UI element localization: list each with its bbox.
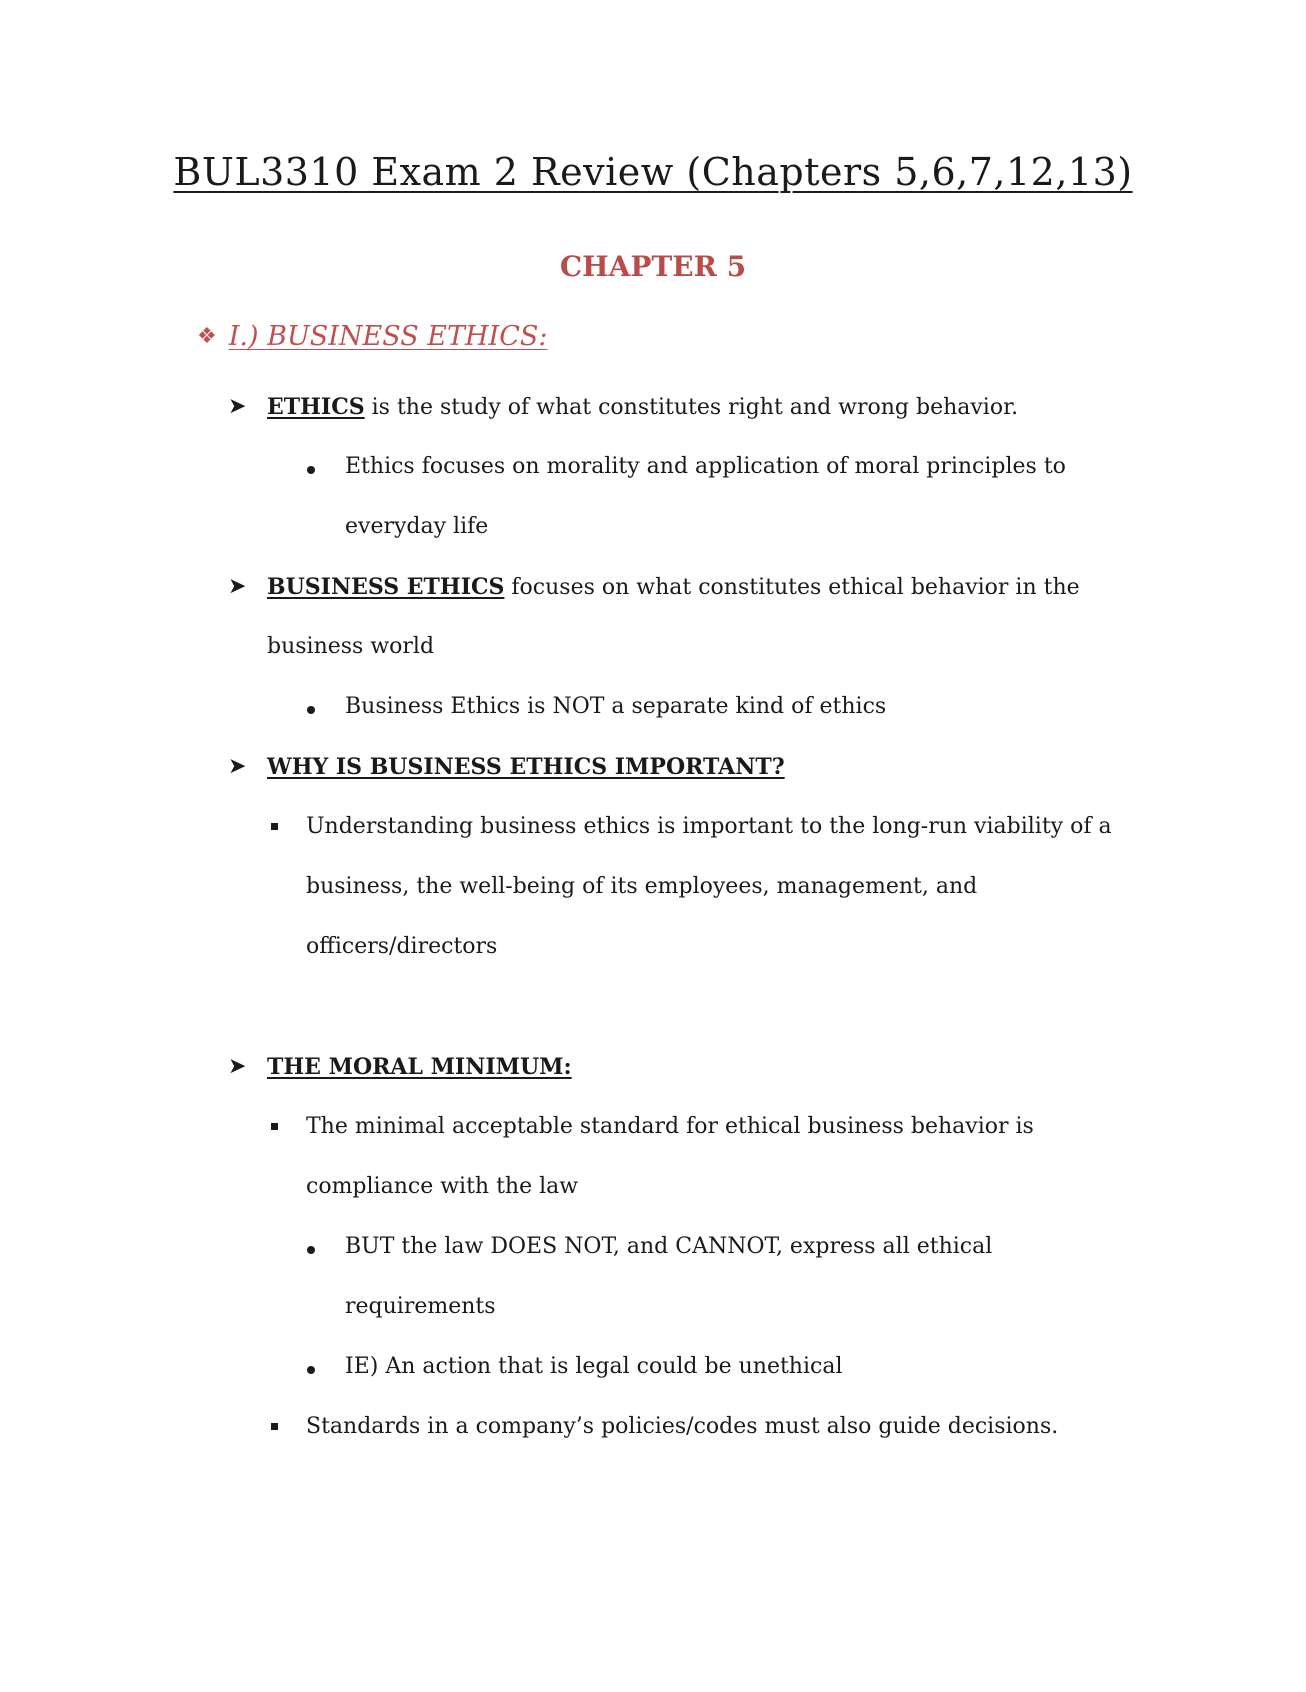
document-title: BUL3310 Exam 2 Review (Chapters 5,6,7,12,13) bbox=[173, 150, 1133, 194]
square-bullet-icon bbox=[271, 1423, 278, 1430]
ethics-definition-text: is the study of what constitutes right and wrong behavior. bbox=[364, 395, 1019, 420]
moral-minimum-sub-line-1: The minimal acceptable standard for ethical business behavior is bbox=[306, 1114, 1034, 1139]
section-label: I.) BUSINESS ETHICS: bbox=[228, 321, 548, 352]
business-ethics-line-2: business world bbox=[267, 634, 435, 659]
business-ethics-definition bbox=[267, 576, 1080, 599]
section-heading bbox=[197, 321, 547, 352]
square-bullet-icon bbox=[271, 823, 278, 830]
square-bullet-icon bbox=[271, 1123, 278, 1130]
round-bullet-icon bbox=[307, 1246, 315, 1254]
ethics-sub-line-1: Ethics focuses on morality and application of moral principles to bbox=[345, 454, 1066, 479]
why-sub-line-2: business, the well-being of its employees, management, and bbox=[306, 874, 978, 899]
moral-minimum-sub-line-2: compliance with the law bbox=[306, 1174, 579, 1199]
moral-minimum-heading bbox=[267, 1056, 572, 1079]
moral-minimum-subsub-1-line-2: requirements bbox=[345, 1294, 496, 1319]
arrow-bullet-icon: ➤ bbox=[228, 394, 247, 419]
moral-minimum-heading-text: THE MORAL MINIMUM: bbox=[267, 1054, 572, 1080]
why-sub-line-3: officers/directors bbox=[306, 934, 498, 959]
arrow-bullet-icon: ➤ bbox=[228, 574, 247, 599]
business-ethics-term: BUSINESS ETHICS bbox=[267, 574, 505, 600]
moral-minimum-subsub-1-line-1: BUT the law DOES NOT, and CANNOT, express all ethical bbox=[345, 1234, 993, 1259]
arrow-bullet-icon: ➤ bbox=[228, 1054, 247, 1079]
business-ethics-sub: Business Ethics is NOT a separate kind of ethics bbox=[345, 694, 887, 719]
round-bullet-icon bbox=[307, 1366, 315, 1374]
diamond-cluster-icon: ❖ bbox=[197, 324, 217, 349]
chapter-heading: CHAPTER 5 bbox=[559, 250, 747, 283]
moral-minimum-sub-2: Standards in a company’s policies/codes must also guide decisions. bbox=[306, 1414, 1059, 1439]
moral-minimum-subsub-2: IE) An action that is legal could be unethical bbox=[345, 1354, 843, 1379]
why-sub-line-1: Understanding business ethics is important to the long-run viability of a bbox=[306, 814, 1112, 839]
ethics-term: ETHICS bbox=[267, 394, 365, 420]
why-heading-text: WHY IS BUSINESS ETHICS IMPORTANT? bbox=[267, 754, 785, 780]
business-ethics-definition-text: focuses on what constitutes ethical behavior in the bbox=[504, 575, 1080, 600]
arrow-bullet-icon: ➤ bbox=[228, 754, 247, 779]
why-heading bbox=[267, 756, 785, 779]
ethics-sub-line-2: everyday life bbox=[345, 514, 489, 539]
round-bullet-icon bbox=[307, 706, 315, 714]
round-bullet-icon bbox=[307, 466, 315, 474]
ethics-definition bbox=[267, 396, 1018, 419]
